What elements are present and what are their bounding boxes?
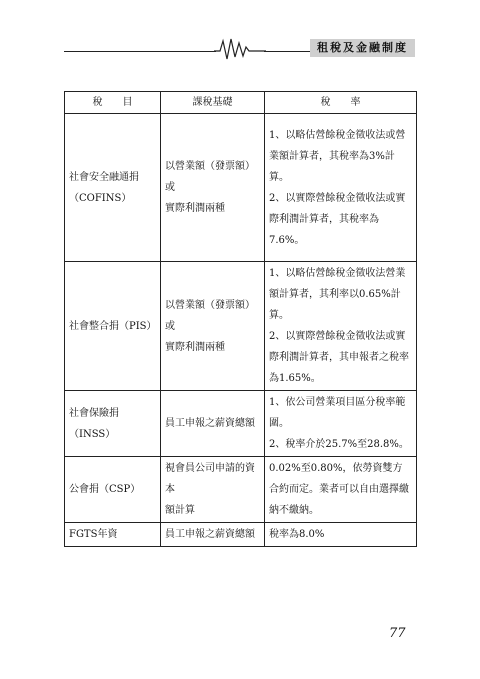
tax-base-cell: 視會員公司申請的資本 額計算 <box>161 457 265 523</box>
column-header-rate: 稅 率 <box>265 92 417 114</box>
tax-rate-cell <box>265 262 417 391</box>
tax-rate-cell <box>265 457 417 523</box>
tax-item-cell: FGTS年資 <box>65 523 161 547</box>
page-number: 77 <box>389 626 406 641</box>
rate-line: 0.02%至0.80%，依勞資雙方合約而定。業者可以自由選擇繳納不繳納。 <box>269 463 409 516</box>
table-row <box>65 457 417 523</box>
rate-line: 2、以實際營餘稅金徵收法或實際利潤計算者，其申報者之稅率為1.65%。 <box>269 331 409 384</box>
tax-base-cell: 以營業額（發票額）或 實際利潤兩種 <box>161 114 265 262</box>
table-row <box>65 262 417 391</box>
table-row <box>65 523 417 547</box>
tax-rate-cell <box>265 114 417 262</box>
heartbeat-wave-icon <box>214 36 266 62</box>
column-header-item: 稅 目 <box>65 92 161 114</box>
tax-base-cell: 員工申報之薪資總額 <box>161 391 265 457</box>
tax-rate-cell <box>265 391 417 457</box>
column-header-base: 課稅基礎 <box>161 92 265 114</box>
tax-table <box>64 91 417 547</box>
header-rule-right <box>264 51 310 52</box>
table-row <box>65 114 417 262</box>
tax-item-cell: 公會捐（CSP） <box>65 457 161 523</box>
rate-line: 1、依公司營業項目區分稅率範圍。 <box>269 397 406 429</box>
tax-base-cell: 員工申報之薪資總額 <box>161 523 265 547</box>
tax-rate-cell <box>265 523 417 547</box>
rate-line: 稅率為8.0% <box>269 529 325 540</box>
rate-line: 1、以略估營餘稅金徵收法營業額計算者，其利率以0.65%計算。 <box>269 268 406 321</box>
table-row <box>65 391 417 457</box>
table-header-row <box>65 92 417 114</box>
tax-item-cell: 社會保險捐（INSS） <box>65 391 161 457</box>
header-rule-left <box>64 51 216 52</box>
header-title: 租稅及金融制度 <box>310 39 415 57</box>
rate-line: 2、稅率介於25.7%至28.8%。 <box>269 439 409 450</box>
rate-line: 2、以實際營餘稅金徵收法或實際利潤計算者，其稅率為7.6%。 <box>269 192 406 246</box>
rate-line: 1、以略估營餘稅金徵收法或營業額計算者，其稅率為3%計算。 <box>269 129 406 183</box>
tax-item-cell: 社會安全融通捐 （COFINS） <box>65 114 161 262</box>
tax-base-cell: 以營業額（發票額）或 實際利潤兩種 <box>161 262 265 391</box>
tax-item-cell: 社會整合捐（PIS） <box>65 262 161 391</box>
